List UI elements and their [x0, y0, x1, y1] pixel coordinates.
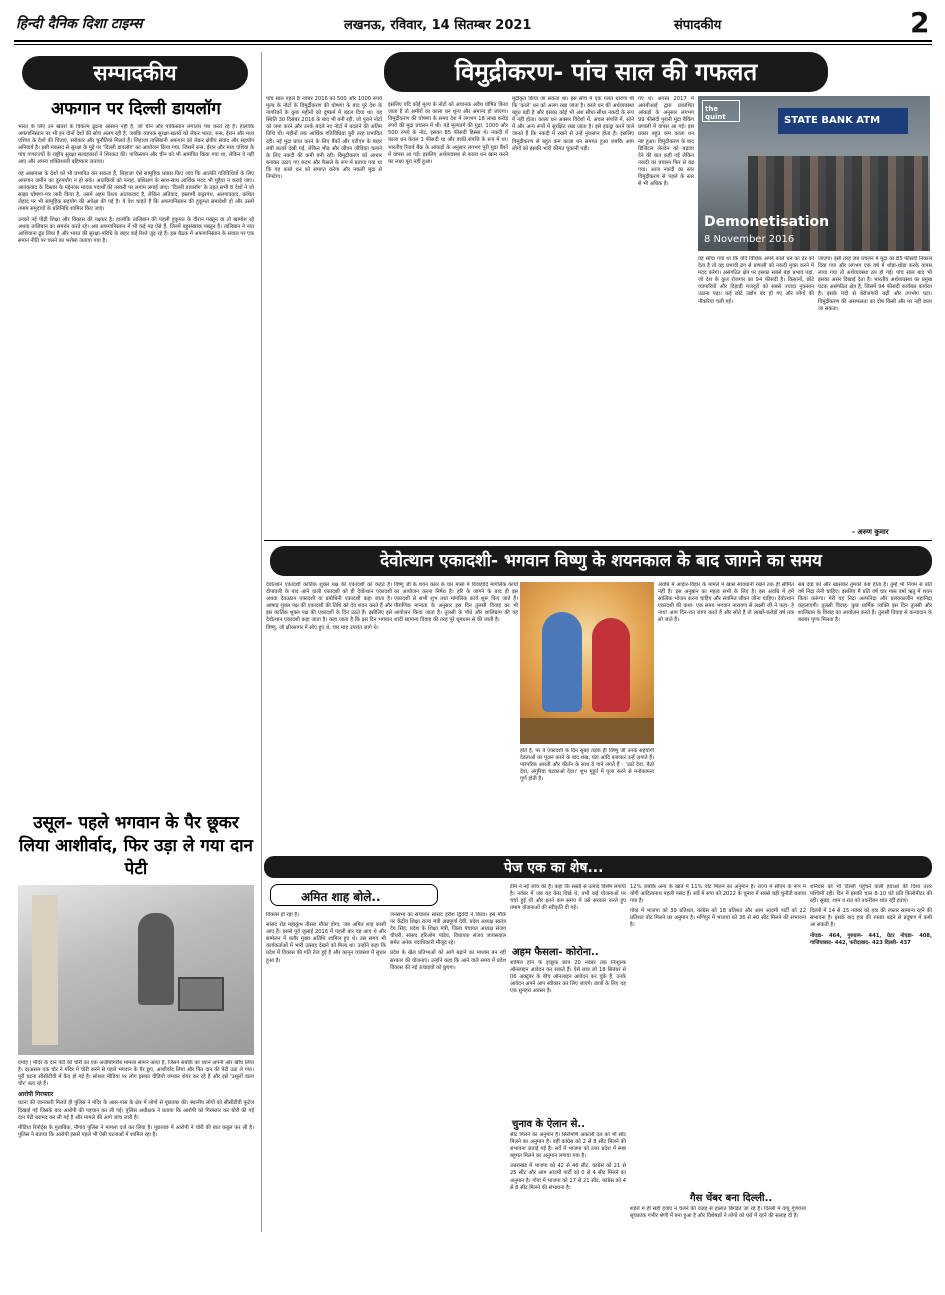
photo-pillar [32, 895, 58, 1045]
vote-body [630, 884, 806, 1182]
caption-date: 8 November 2016 [704, 234, 795, 245]
dateline: लखनऊ, रविवार, 14 सितम्बर 2021 [344, 18, 532, 33]
festival-col-2 [394, 582, 518, 852]
demonetisation-para: जाएगा। इसी तरह जब प्रचलन में मुद्रा का 85 फीसदी निकाल दिया गया और लगभग एक वर्ष में थोड़ा-थोड़ा करके वापस लाया गया तो अर्थव्यवस्था ठप हो गई। पांच साल बाद भी इसका असर दिखाई देता है। भारतीय अर्थव्यवस्था का प्रमुख घटक असंगठित क्षेत्र है, जिसमें 94 फीसदी कार्यबल कार्यरत है। इसके मंदी से बेरोजगारी बढ़ी और उपभोग घटा। विमुद्रीकरण की असफलता का दोष किसी और पर नहीं डाला जा सकता। [818, 256, 932, 312]
masthead [14, 8, 932, 42]
demonetisation-para: गए थे। अगस्त 2017 में आरबीआई द्वारा प्रकाशित आंकड़ों के अनुसार लगभग 99 फीसदी पुरानी मुद्रा बैंकिंग प्रणाली में वापस आ गई। इस प्रकार बहुत कम काला धन नष्ट हुआ। विमुद्रीकरण के बाद डिजिटल लेनदेन को बढ़ावा देने की बात कही गई लेकिन नकदी का प्रचलन फिर से बढ़ गया। आज नकदी का स्तर विमुद्रीकरण से पहले के स्तर से भी अधिक है। [638, 96, 694, 188]
deity-figure-right [592, 618, 630, 712]
demonetisation-col-2 [388, 96, 508, 536]
editorial-para: उनको नई पीढ़ी शिक्षा और विकास की पक्षधर है। हालांकि तालिबान की पहली हुकूमत के दौरान पख्तून या तो खामोश रहे अथवा तालिबान का समर्थन करते रहे। अब अफगानिस्तान में भी कई गढ़ ऐसे हैं, जिनमें बहुसंख्यक पख्तून हैं। तालिबान ने नया आशियाना ढूंढ लिया है और भारत की सुरक्षा-परिधि के बाहर कई रिश्ते जुड़ रहे हैं। इस बैठक में अफगानिस्तान के सवाल पर एक समान नीति पर चलने का भरोसा जताया गया है। [18, 217, 254, 245]
city-body [810, 884, 932, 1282]
city-para: दिल्ली में 14 से 15 नवंबर को हवा की रफ्तार सामान्य रहने की संभावना है। इसके बाद हवा की रफ्तार बढ़ने से प्रदूषण में कमी आ सकती है। [810, 908, 932, 929]
paper-name: हिन्दी दैनिक दिशा टाइम्स [16, 16, 143, 32]
deity-base [520, 718, 654, 744]
temple-theft-photo [18, 885, 254, 1055]
gas-body [630, 1206, 806, 1282]
section-divider [264, 540, 932, 541]
editorial-headline: अफगान पर दिल्ली डायलॉग [51, 99, 221, 119]
shah-para: जनसभा का संचालन सांसद हरीश द्विवेदी ने किया। इस मौके पर केंद्रीय शिक्षा राज्य मंत्री अन्नपूर्णा देवी, प्रदेश अध्यक्ष स्वतंत्र देव सिंह, प्रदेश के शिक्षा मंत्री, जिला पंचायत अध्यक्ष संजय चौधरी, सांसद हरिओम पांडेय, विधायक संजय जायसवाल समेत अनेक पदाधिकारी मौजूद रहे। [390, 912, 506, 947]
festival-para: विष्णु जी के शयन काल के चार मासों में विवाहादि मांगलिक कार्यों का आयोजन करना निषेध है। हरि के जागने के बाद ही इस एकादशी से सभी शुभ तथा मांगलिक कार्य शुरू किए जाते हैं। पौराणिक मान्यता के अनुसार इस दिन तुलसी विवाह का भी आयोजन किया जाता है। तुलसी के पौधे और शालिग्राम की यह शादी सामान्य विवाह की तरह पूरे धूमधाम से की जाती है। [394, 582, 518, 624]
demonetisation-para: इसलिए यदि कोई मूल्य के नोटों को अचानक अवैध घोषित किया जाता है तो अमीरों का काला धन शून्य और अमान्य हो जाएगा। विमुद्रीकरण की घोषणा के समय देश में लगभग 18 लाख करोड़ रुपये की मुद्रा प्रचलन में थी। बड़े मूल्यवर्ग की मुद्रा, 1000 और 500 रुपये के नोट, इसका 85 फीसदी हिस्सा थे। नकदी में काला धन केवल 1 फीसदी था और बाकी संपत्ति के रूप में था। भारतीय रिजर्व बैंक के आंकड़ों के अनुसार लगभग पूरी मुद्रा बैंकों में वापस आ गई। इसलिए अर्थव्यवस्था से काला धन खत्म करने का लक्ष्य पूरा नहीं हुआ। [388, 102, 508, 165]
shah-col-1 [266, 912, 386, 1282]
worship-para: मीडिया रिपोर्ट्स के मुताबिक, नौगांव पुलिस ने मामला दर्ज कर लिया है। पूछताछ में आरोपी ने चोरी की बात कबूल कर ली है। पुलिस ने बताया कि आरोपी इससे पहले भी ऐसी घटनाओं में शामिल रहा है। [18, 1124, 254, 1138]
decision-headline: अहम फैसला- कोरोना.. [512, 947, 599, 958]
masthead-rule [14, 40, 932, 42]
demonetisation-para: पांच साल पहले 8 नवंबर 2016 को 500 और 1000 रुपये मूल्य के नोटों के विमुद्रीकरण की घोषणा के बाद पूरे देश के नागरिकों के कुछ महीनों को दुष्कर्म में बदल दिया था। यह स्थिति 30 दिसंबर 2016 के बाद भी बनी रही, जो पुराने नोटों को जमा करने और उनके बदले नए नोटों में बदलने की अंतिम तिथि थी। महीनों तक आर्थिक गतिविधियां बुरी तरह प्रभावित रहीं। नई मुद्रा प्राप्त करने के लिए बैंकों और एटीएम के बाहर लंबी कतारें देखी गईं, लेकिन भीड़ और जीवन जीविका चलाने के लिए नकदी की कमी बनी रही। विमुद्रीकरण को आधार बनाकर उठाए गए कदम और फैसले के रूप में बताया गया था कि यह काले धन को समाप्त करेगा और नकली मुद्रा से निपटेगा। [266, 96, 382, 181]
section-label: संपादकीय [674, 18, 722, 33]
festival-para: देवोत्थान एकादशी कार्तिक शुक्ल पक्ष की एकादशी को कहते हैं। दीपावली के बाद आने वाली एकादशी को ही देवोत्थान एकादशी अथवा देवउठान एकादशी या प्रबोधिनी एकादशी कहा जाता है। आषाढ़ शुक्ल पक्ष की एकादशी की तिथि को देव शयन करते हैं और इस कार्तिक शुक्ल पक्ष की एकादशी के दिन उठते हैं। इसीलिए इसे देवोत्थान एकादशी कहा जाता है। कहा जाता है कि इस दिन भगवान विष्णु, जो क्षीरसागर में सोए हुए थे, चार माह उपरांत जागे थे। [266, 582, 392, 631]
continuation-title: पेज एक का शेष... [504, 860, 604, 876]
shah-para: प्रदेश के खेल प्रतिभाओं को आगे बढ़ाने का माध्यम बन रही सरकार की योजनाएं। उन्होंने कहा कि आने वाले समय में प्रदेश विकास की नई ऊंचाइयों को छुएगा। [390, 950, 506, 971]
festival-para: सब देवों को और खासकर तुमको कष्ट होता है। तुम्हें भी नियम से प्रति वर्ष निद्रा लेनी चाहिए। इसलिए मैं प्रति वर्ष चार मास वर्षा ऋतु में शयन किया करूंगा। मेरी यह निद्रा अल्पनिद्रा और प्रलयकालीन महानिद्रा कहलाएगी। तुलसी विवाह- कुछ धार्मिक व्यक्ति इस दिन तुलसी और शालिग्राम के विवाह का आयोजन करते हैं। तुलसी विवाह से कन्यादान के बराबर पुण्य मिलता है। [798, 582, 932, 624]
election-headline: चुनाव के ऐलान से.. [512, 1119, 585, 1130]
deity-figure-left [542, 612, 582, 712]
gas-headline: गैस चेंबर बना दिल्ली.. [690, 1193, 773, 1204]
demonetisation-headline: विमुद्रीकरण- पांच साल की गफलत [384, 52, 828, 92]
demonetisation-col-4 [638, 96, 694, 536]
demonetisation-byline: - अरुण कुमार [852, 528, 889, 536]
election-para: उत्तराखंड में भाजपा को 42 से 46 सीट, कांग्रेस को 21 से 25 सीट और आम आदमी पार्टी को 0 से 4 सीट मिलने का अनुमान है। गोवा में भाजपा को 17 से 21 सीट, कांग्रेस को 4 से 8 सीट मिलने की संभावना है। [510, 1163, 626, 1191]
decision-para: टीम ने नई जांच की है। कहा कि सस्ती से उत्पाद विशेष लगाया है। नवंबर में जब यह केस दिखे थे, तभी कई योजनाओं पर चर्चा हुई थी और इतने कम समय में उसे सरकार करते हुए तमाम योजनाओं की स्वीकृति दी गई। [510, 884, 626, 912]
election-body [510, 1132, 626, 1282]
worship-subhead: आरोपी गिरफ्तार [18, 1091, 54, 1099]
page-number: 2 [910, 6, 930, 39]
photo-figure [138, 913, 174, 1005]
bank-sign-board [778, 108, 908, 134]
worship-para: घटना की जानकारी मिलते ही पुलिस ने मंदिर के आस-पास के क्षेत्र में लोगों से पूछताछ की। स्थानीय लोगों को सीसीटीवी फुटेज दिखाई गई जिसके बाद आरोपी की पहचान कर ली गई। पुलिस अधीक्षक ने बताया कि आरोपी को गिरफ्तार कर चोरी की गई दान पेटी बरामद कर ली गई है और मामले की आगे जांच जारी है। [18, 1100, 254, 1121]
caption-title: Demonetisation [704, 214, 830, 230]
demonetisation-photo [698, 96, 930, 251]
decision-para: शामिल होने के इच्छुक छात्र 20 नवंबर तक निःशुल्क ऑनलाइन आवेदन कर सकते हैं। ऐसे छात्र जो 18 सितंबर से 06 अक्टूबर के बीच ऑनलाइन आवेदन कर चुके हैं, उनके आवेदन अपने आप स्वीकार कर लिए जाएंगे। छात्रों के लिए यह एक सुनहरा अवसर है। [510, 960, 626, 995]
city-aqi: नोएडा- 464, गुरुग्राम- 441, ग्रेटर नोएडा- 408, गाजियाबाद- 442, फरीदाबाद- 423 दिल्ली- 437 [810, 932, 932, 946]
masthead-rule-2 [14, 44, 932, 45]
vote-para: 12% जबकि अन्य के खाते में 11% वोट मिलने का अनुमान है। राज्य में सीएम के रूप में योगी आदित्यनाथ पहली पसंद हैं। सर्वे में सपा को 2022 के चुनाव में सबसे बड़ी चुनौती बताया गया है। [630, 884, 806, 905]
festival-para: अवधि में आहार-विहार के मामले में खास सावधानी रखने तक ही सीमित नहीं है। इस अनुष्ठान का महत्व सभी के लिए है। इस अवधि में हमें सात्विक भोजन करना चाहिए और संयमित जीवन जीना चाहिए। देवोत्थान एकादशी की कथा- एक समय भगवान नारायण से लक्ष्मी जी ने कहा- हे नाथ! आप दिन-रात जागा करते हैं और सोते हैं तो लाखों-करोड़ों वर्ष तक सो जाते हैं। [658, 582, 794, 624]
quint-logo-box [702, 100, 740, 122]
editorial-para: यह आसपास के देशों को भी प्रभावित कर सकता है, लिहाजा ऐसे सामूहिक प्रयास किए जाएं कि आतंकी गतिविधियों के लिए अफगान जमीन का दुरुपयोग न हो सके। आतंकियों को पनाह, प्रशिक्षण के साथ-साथ आर्थिक मदद भी मुहैया न कराई जाए। आतंकवाद के विस्तार के मद्देनजर मादक पदार्थों की तस्करी पर लगाम लगाई जाए। 'दिल्ली डायलॉग' के तहत सभी 8 देशों ने जो साझा घोषणा-पत्र जारी किया है, उसमें अहम रिश्ता आतंकवाद है, लेकिन अतिवाद, इस्लामी कट्टरपंथ, अलगाववाद, कथित जेहाद पर भी सामूहिक सहयोग की अपेक्षा की गई है। ये देश चाहते हैं कि अफगानिस्तान की हुकूमत समावेशी हो और उसमें तमाम समुदायों के प्रतिनिधि शामिल किए जाएं। [18, 170, 254, 213]
festival-col-5 [798, 582, 932, 852]
shah-para: सांसद रोड महाकुंभ तीसरा मौका होगा, जब अमित शाह काशी आए हैं। इससे पूर्व जुलाई 2016 में पहली बार वह आए थे और सम्मेलन में बतौर मुख्य अतिथि शामिल हुए थे। उस समय भी कार्यकर्ताओं में भारी उत्साह देखने को मिला था। उन्होंने कहा कि प्रदेश में विकास की गति तेज हुई है और कानून व्यवस्था में सुधार हुआ है। [266, 922, 386, 964]
editorial-body [18, 124, 254, 784]
decision-body [510, 960, 626, 1110]
worship-para: दमोह | मंदिर के दान पेटी की चोरी का एक अजीबोगरीब मामला सामने आया है, जिसने सबकि का ध्यान अपनी ओर खींच लिया है। दरअसल एक चोर ने मंदिर में चोरी करने से पहले भगवान के पैर छुए, आशीर्वाद लिया और फिर दान की पेटी उठा ले गया। पूरी घटना सीसीटीवी में कैद हो गई है। सोशल मीडिया पर लोग इसका वीडियो जमकर शेयर कर रहे हैं और इसे 'उसूलों वाला चोर' बता रहे हैं। [18, 1060, 254, 1088]
demonetisation-para: वह सोचा गया था कि यदि विधिक अपने काले धन का ढेर को देता है तो वह प्रभावी ढंग से प्रणाली को नकदी मुक्त करने में मदद करेगा। असंगठित क्षेत्र पर इसका सबसे बड़ा प्रभाव पड़ा, जो देश के कुल रोजगार का 94 फीसदी है। किसानों, छोटे व्यापारियों और दिहाड़ी मजदूरों को सबसे ज्यादा नुकसान उठाना पड़ा। कई छोटे उद्योग बंद हो गए और लोगों की नौकरियां चली गईं। [698, 256, 814, 305]
shah-para: विकास हो रहा है। [266, 912, 300, 918]
vote-para: गोवा में भाजपा को 39 प्रतिशत, कांग्रेस को 18 प्रतिशत और आम आदमी पार्टी को 22 प्रतिशत वोट मिलने का अनुमान है। मणिपुर में भाजपा को 36 से 40 सीट मिलने की संभावना है। [630, 908, 806, 929]
vishnu-image [520, 582, 654, 744]
festival-para: होते हैं, पर वे एकादशी के दिन सुबह तड़के ही विष्णु जी उनके सहयोगी देवताओं का पूजन करने के बाद शंख, घंटा आदि बजाकर उन्हें जगाते हैं। पारंपरिक आरती और कीर्तन के साथ ये गाने लगते हैं - 'उठो देवा, बैठो देवा, अंगुरिया चटकाओ देवा।' शुभ मुहूर्त में पूजा करने से मनोकामना पूर्ण होती है। [520, 748, 654, 783]
photo-box [178, 977, 224, 1011]
editorial-para: भारत के लिए उन खतरों के विकल्प ढूंढना आसान नहीं हैं, जो चीन और पाकिस्तान लगातार पेश करते रहे हैं। हालांकि अफगानिस्तान पर भी इन दोनों देशों की सोच अलग रही है, जबकि व्यापक सुरक्षा-खतरों को लेकर भारत, रूस, ईरान और मध्य एशिया के देशों की चिंताएं, सरोकार और चुनौतियां मिलते हैं। लिहाजा तालिबानी अफगान को लेकर क्षेत्रीय संवाद और सहयोग अनिवार्य है। इसी मकसद से सुरक्षा के मुद्दे पर 'दिल्ली डायलॉग' का आयोजन किया गया, जिसमें रूस, ईरान और मध्य एशिया के पांच गणराज्यों के राष्ट्रीय सुरक्षा सलाहकारों ने शिरकत की। पाकिस्तान और चीन को भी आमंत्रित किया गया था, लेकिन वे नहीं आए और अपना शक्तिशाली बहिष्कार जताया। [18, 124, 254, 166]
quint-logo-text: the quint [705, 105, 726, 121]
worship-headline: उसूल- पहले भगवान के पैर छूकर लिया आशीर्वाद, फिर उड़ा ले गया दान पेटी [19, 813, 253, 879]
editorial-banner: सम्पादकीय [22, 56, 248, 90]
festival-headline: देवोत्थान एकादशी- भगवान विष्णु के शयनकाल के बाद जागने का समय [270, 546, 932, 576]
festival-col-3 [520, 748, 654, 852]
worship-body [18, 1060, 254, 1282]
shah-col-2 [390, 912, 506, 1282]
gas-para: शहरों में ही सही हवाएं न चलने की वजह से हालात बिगड़ते जा रहे हैं। दिल्ली में वायु गुणवत्ता सूचकांक गंभीर श्रेणी में बना हुआ है और विशेषज्ञों ने लोगों को घरों में रहने की सलाह दी है। [630, 1206, 806, 1220]
decision-lead [510, 884, 626, 940]
demonetisation-col-6 [818, 256, 932, 526]
demonetisation-col-5 [698, 256, 814, 536]
column-rule [261, 52, 262, 1232]
bank-sign-text: STATE BANK ATM [784, 115, 881, 126]
shah-headline: अमित शाह बोले.. [301, 890, 381, 904]
continuation-strip [264, 856, 932, 878]
festival-col-1 [266, 582, 392, 852]
festival-col-4 [658, 582, 794, 852]
shah-headline-box [270, 884, 438, 906]
city-para: शनिवार को भी दिल्ली पहुंचने वाली हवाओं की दिशा उत्तर पश्चिमी रही। दिन में इसकी चाल 8-10 घंटे प्रति किलोमीटर की रही। सुबह, शाम व रात को तकरीबन शांत रहीं हवाएं। [810, 884, 932, 905]
demonetisation-col-1 [266, 96, 382, 536]
demonetisation-col-3 [512, 96, 634, 536]
demonetisation-para: मुद्रीकृत किया जा सकता था। इस सोच में एक गलत धारणा थी कि 'काले' धन को अलग रखा जाता है। काले धन की अर्थव्यवस्था बहुत बड़ी है और इसका कोई भी अंश सीधा-सीधा नकदी के रूप में नहीं होता। काला धन अक्सर विदेशों में, अचल संपत्ति में, सोने में और अन्य रूपों में सुरक्षित रखा जाता है। इसे इकट्ठा करने वाले जानते हैं कि नकदी में रखने से उन्हें नुकसान होता है। इसलिए विमुद्रीकरण से बहुत कम काला धन समाप्त हुआ जबकि आम लोगों को इसकी भारी कीमत चुकानी पड़ी। [512, 96, 634, 152]
election-para: सीट मिलने का अनुमान है। सिरोमणि अकाली दल को भी सीट मिलने का अनुमान है। वहीं कांग्रेस को 2 से 8 सीट मिलने की संभावना जताई गई है। सर्वे में भाजपा को उत्तर प्रदेश में स्पष्ट बहुमत मिलने का अनुमान लगाया गया है। [510, 1132, 626, 1160]
